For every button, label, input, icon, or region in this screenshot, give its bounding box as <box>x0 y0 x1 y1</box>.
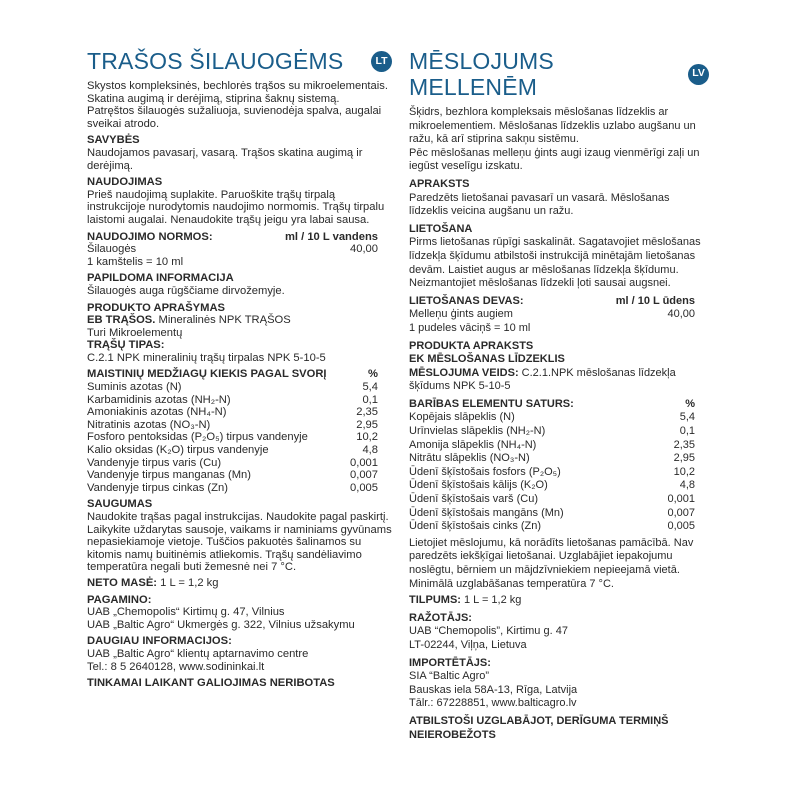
lt-pagamino-line-1: UAB „Chemopolis“ Kirtimų g. 47, Vilnius <box>87 606 285 619</box>
lt-intro-1: Skystos kompleksinės, bechlorės trąšos su mikroelementais. Skatina augimą ir derėjimą, stiprina šaknų sistemą. <box>87 80 388 105</box>
lv-tilpums-label: TILPUMS: <box>409 594 461 607</box>
lv-nutrients-heading: BARĪBAS ELEMENTU SATURS: <box>409 397 574 410</box>
lv-language-badge: LV <box>688 64 709 85</box>
lv-nutrients-table <box>409 411 709 533</box>
nutrient-value: 0,007 <box>667 506 695 519</box>
table-row <box>87 431 392 444</box>
lt-papildoma-text: Šilauogės auga rūgščiame dirvožemyje. <box>87 284 285 297</box>
nutrient-name: Ūdenī šķīstošais kālijs (K₂O) <box>409 479 548 492</box>
lt-tipas-label <box>87 339 392 352</box>
lv-devas-header <box>409 295 709 309</box>
nutrient-name: Vandenyje tirpus cinkas (Zn) <box>87 481 228 494</box>
lv-apraksts-heading: APRAKSTS <box>409 177 470 190</box>
nutrient-value: 0,007 <box>350 469 378 482</box>
nutrient-name: Ūdenī šķīstošais mangāns (Mn) <box>409 506 564 519</box>
lt-tipas-heading: TRĄŠŲ TIPAS: <box>87 339 165 352</box>
lv-lietosana-heading: LIETOŠANA <box>409 222 473 235</box>
lt-nutrients-header <box>87 368 392 381</box>
lv-devas-plant: Melleņu ģints augiem <box>409 308 513 321</box>
nutrient-value: 0,1 <box>362 393 378 406</box>
lt-normos-row <box>87 243 392 256</box>
table-row <box>87 394 392 407</box>
nutrient-name: Suminis azotas (N) <box>87 381 182 394</box>
lv-devas-row <box>409 308 709 322</box>
lt-produkto-heading: PRODUKTO APRAŠYMAS <box>87 301 225 314</box>
lt-normos-header <box>87 231 392 244</box>
nutrient-name: Amonija slāpeklis (NH₄-N) <box>409 438 537 451</box>
table-row <box>409 452 709 466</box>
lt-daugiau-line-2: Tel.: 8 5 2640128, www.sodininkai.lt <box>87 660 265 673</box>
lv-razotajs-heading: RAŽOTĀJS: <box>409 611 472 624</box>
lv-devas-unit: ml / 10 L ūdens <box>615 294 695 307</box>
nutrient-name: Kalio oksidas (K₂O) tirpus vandenyje <box>87 444 269 457</box>
lv-veids-label: MĒSLOJUMA VEIDS: <box>409 366 519 379</box>
lt-savybes-heading: SAVYBĖS <box>87 134 140 147</box>
lv-produkta-heading: PRODUKTA APRAKSTS <box>409 339 534 352</box>
lt-neto <box>87 577 392 590</box>
lt-papildoma-heading: PAPILDOMA INFORMACIJA <box>87 272 234 285</box>
lt-intro-2: Patręštos šilauogės sužaliuoja, suvienodėja spalva, augalai sveikai atrodo. <box>87 105 382 130</box>
lv-devas-heading: LIETOŠANAS DEVAS: <box>409 294 524 307</box>
lt-normos-note: 1 kamštelis = 10 ml <box>87 255 184 268</box>
nutrient-name: Ūdenī šķīstošais cinks (Zn) <box>409 520 542 533</box>
lt-title-row <box>87 48 392 74</box>
table-row <box>87 406 392 419</box>
lv-title-row <box>409 48 709 100</box>
nutrient-name: Kopējais slāpeklis (N) <box>409 411 515 424</box>
lt-produkto-line2: Turi Mikroelementų <box>87 326 183 339</box>
lt-language-badge: LT <box>371 51 392 72</box>
table-row <box>409 493 709 507</box>
lt-daugiau-line-1: UAB „Baltic Agro“ klientų aptarnavimo centre <box>87 647 309 660</box>
lt-daugiau-heading: DAUGIAU INFORMACIJOS: <box>87 635 232 648</box>
lv-veids <box>409 367 709 394</box>
nutrient-value: 5,4 <box>362 381 378 394</box>
nutrient-name: Ūdenī šķīstošais fosfors (P₂O₅) <box>409 465 561 478</box>
lv-importetajs-line-3: Tālr.: 67228851, www.balticagro.lv <box>409 697 577 710</box>
lv-tilpums <box>409 594 709 608</box>
table-row <box>87 419 392 432</box>
nutrient-value: 0,1 <box>679 425 695 438</box>
lt-tipas-text: C.2.1 NPK mineralinių trąšų tirpalas NPK 5-10-5 <box>87 351 326 364</box>
lv-razotajs-line-2: LT-02244, Viļņa, Lietuva <box>409 638 527 651</box>
lv-importetajs-line-1: SIA “Baltic Agro” <box>409 670 490 683</box>
lt-pagamino-heading: PAGAMINO: <box>87 593 152 606</box>
lt-neto-value: 1 L = 1,2 kg <box>157 576 219 589</box>
lt-naudojimas-heading: NAUDOJIMAS <box>87 176 163 189</box>
table-row <box>409 466 709 480</box>
lt-eb-text: Mineralinės NPK TRĄŠOS <box>155 314 291 327</box>
nutrient-value: 5,4 <box>679 411 695 424</box>
lt-nutrients-table <box>87 381 392 494</box>
table-row <box>87 457 392 470</box>
lt-nutrients-unit: % <box>368 368 378 381</box>
lt-naudojimas-text: Prieš naudojimą suplakite. Paruoškite trąšų tirpalą instrukcijoje nurodytomis naudojimo normomis. Trąšų tirpalu laistomi augalai. Nenaudokite trąšų jeigu yra labai sausa. <box>87 188 385 226</box>
lt-produkto-eb <box>87 314 392 327</box>
nutrient-name: Ūdenī šķīstošais varš (Cu) <box>409 493 538 506</box>
lt-eb-label: EB TRĄŠOS. <box>87 314 156 327</box>
lv-ek-label: EK MĒSLOŠANAS LĪDZEKLIS <box>409 353 565 366</box>
table-row <box>87 469 392 482</box>
lv-apraksts-text: Paredzēts lietošanai pavasarī un vasarā. Mēslošanas līdzeklis veicina augšanu un ražu. <box>409 191 670 218</box>
lv-lietosana-text: Pirms lietošanas rūpīgi saskalināt. Sagatavojiet mēslošanas līdzekļa šķīdumu atbilstoši instrukcijā minētajām lietošanas devām. Laistiet augus ar mēslošanas līdzekļa šķīdumu. Neizmantojiet mēslošanas līdzekli ļoti sausai augsnei. <box>409 236 701 290</box>
lv-tilpums-value: 1 L = 1,2 kg <box>460 594 522 607</box>
nutrient-name: Vandenyje tirpus varis (Cu) <box>87 456 222 469</box>
nutrient-value: 10,2 <box>673 465 695 478</box>
nutrient-value: 10,2 <box>356 431 378 444</box>
lv-nutrients-unit: % <box>685 397 695 410</box>
nutrient-value: 2,35 <box>673 438 695 451</box>
lt-pagamino-line-2: UAB „Baltic Agro“ Ukmergės g. 322, Vilnius užsakymu <box>87 618 355 631</box>
nutrient-value: 4,8 <box>362 444 378 457</box>
lv-produkta-line1 <box>409 353 709 367</box>
nutrient-value: 2,35 <box>356 406 378 419</box>
lv-title: MĒSLOJUMS MELLENĒM <box>409 48 554 100</box>
table-row <box>87 444 392 457</box>
lt-normos-plant: Šilauogės <box>87 243 137 256</box>
table-row <box>409 507 709 521</box>
lv-importetajs-line-2: Bauskas iela 58A-13, Rīga, Latvija <box>409 683 578 696</box>
lt-normos-value: 40,00 <box>350 243 378 256</box>
nutrient-name: Karbamidinis azotas (NH₂-N) <box>87 393 231 406</box>
lv-devas-note: 1 pudeles vāciņš = 10 ml <box>409 321 531 334</box>
table-row <box>409 411 709 425</box>
nutrient-value: 0,005 <box>667 520 695 533</box>
table-row <box>409 479 709 493</box>
nutrient-name: Fosforo pentoksidas (P₂O₅) tirpus vandenyje <box>87 431 308 444</box>
nutrient-value: 0,005 <box>350 481 378 494</box>
lt-savybes-text: Naudojamos pavasarį, vasarą. Trąšos skatina augimą ir derėjimą. <box>87 146 363 172</box>
nutrient-name: Vandenyje tirpus manganas (Mn) <box>87 469 251 482</box>
table-row <box>409 520 709 534</box>
lv-intro-1: Šķidrs, bezhlora kompleksais mēslošanas līdzeklis ar mikroelementiem. Mēslošanas līdzeklis uzlabo augšanu un ražu, kā arī stiprina sakņu sistēmu. <box>409 106 696 146</box>
lv-footer: ATBILSTOŠI UZGLABĀJOT, DERĪGUMA TERMIŅŠ NEIEROBEŽOTS <box>409 714 669 741</box>
lv-devas-value: 40,00 <box>667 308 695 321</box>
lt-title: TRAŠOS ŠILAUOGĖMS <box>87 48 344 74</box>
nutrient-name: Amoniakinis azotas (NH₄-N) <box>87 406 227 419</box>
nutrient-value: 4,8 <box>679 479 695 492</box>
lt-normos-heading: NAUDOJIMO NORMOS: <box>87 230 213 243</box>
lv-importetajs-heading: IMPORTĒTĀJS: <box>409 656 491 669</box>
lv-razotajs-line-1: UAB “Chemopolis”, Kirtimu g. 47 <box>409 625 568 638</box>
lv-safety-text: Lietojiet mēslojumu, kā norādīts lietošanas pamācībā. Nav paredzēts iekšķīgai lietošanai. Uzglabājiet iepakojumu noslēgtu, bērniem un mājdzīvniekiem nepieejamā vietā. Minimālā uzglabāšanas temperatūra 7 °C. <box>409 536 694 590</box>
lt-footer: TINKAMAI LAIKANT GALIOJIMAS NERIBOTAS <box>87 677 335 690</box>
lt-neto-label: NETO MASĖ: <box>87 576 158 589</box>
table-row <box>409 439 709 453</box>
table-row <box>87 381 392 394</box>
lt-saugumas-text: Naudokite trąšas pagal instrukcijas. Naudokite pagal paskirtį. Laikykite uždarytas sausoje, vaikams ir naminiams gyvūnams nepasiekiamoje vietoje. Tuščios pakuotės šalinamos su kitomis namų buitinėmis atliekomis. Trąšų sandėliavimo temperatūra negali buti žemesnė nei 7 °C. <box>87 511 392 574</box>
lt-normos-unit: ml / 10 L vandens <box>284 230 378 243</box>
table-row <box>409 425 709 439</box>
nutrient-name: Nitratinis azotas (NO₃-N) <box>87 418 211 431</box>
lt-nutrients-heading: MAISTINIŲ MEDŽIAGŲ KIEKIS PAGAL SVORĮ <box>87 368 327 381</box>
nutrient-value: 0,001 <box>350 456 378 469</box>
nutrient-value: 2,95 <box>673 452 695 465</box>
nutrient-name: Nitrātu slāpeklis (NO₃-N) <box>409 452 530 465</box>
lt-saugumas-heading: SAUGUMAS <box>87 498 153 511</box>
table-row <box>87 482 392 495</box>
lv-column <box>409 48 709 742</box>
nutrient-name: Urīnvielas slāpeklis (NH₂-N) <box>409 425 546 438</box>
lv-intro-2: Pēc mēslošanas melleņu ģints augi izaug vienmērīgi zaļi un iegūst veselīgu izskatu. <box>409 146 700 173</box>
lt-column <box>87 48 392 690</box>
lv-nutrients-header <box>409 398 709 412</box>
nutrient-value: 2,95 <box>356 418 378 431</box>
lv-veids-text: C.2.1.NPK mēslošanas līdzekļa šķīdums NPK 5-10-5 <box>409 366 676 393</box>
nutrient-value: 0,001 <box>667 493 695 506</box>
